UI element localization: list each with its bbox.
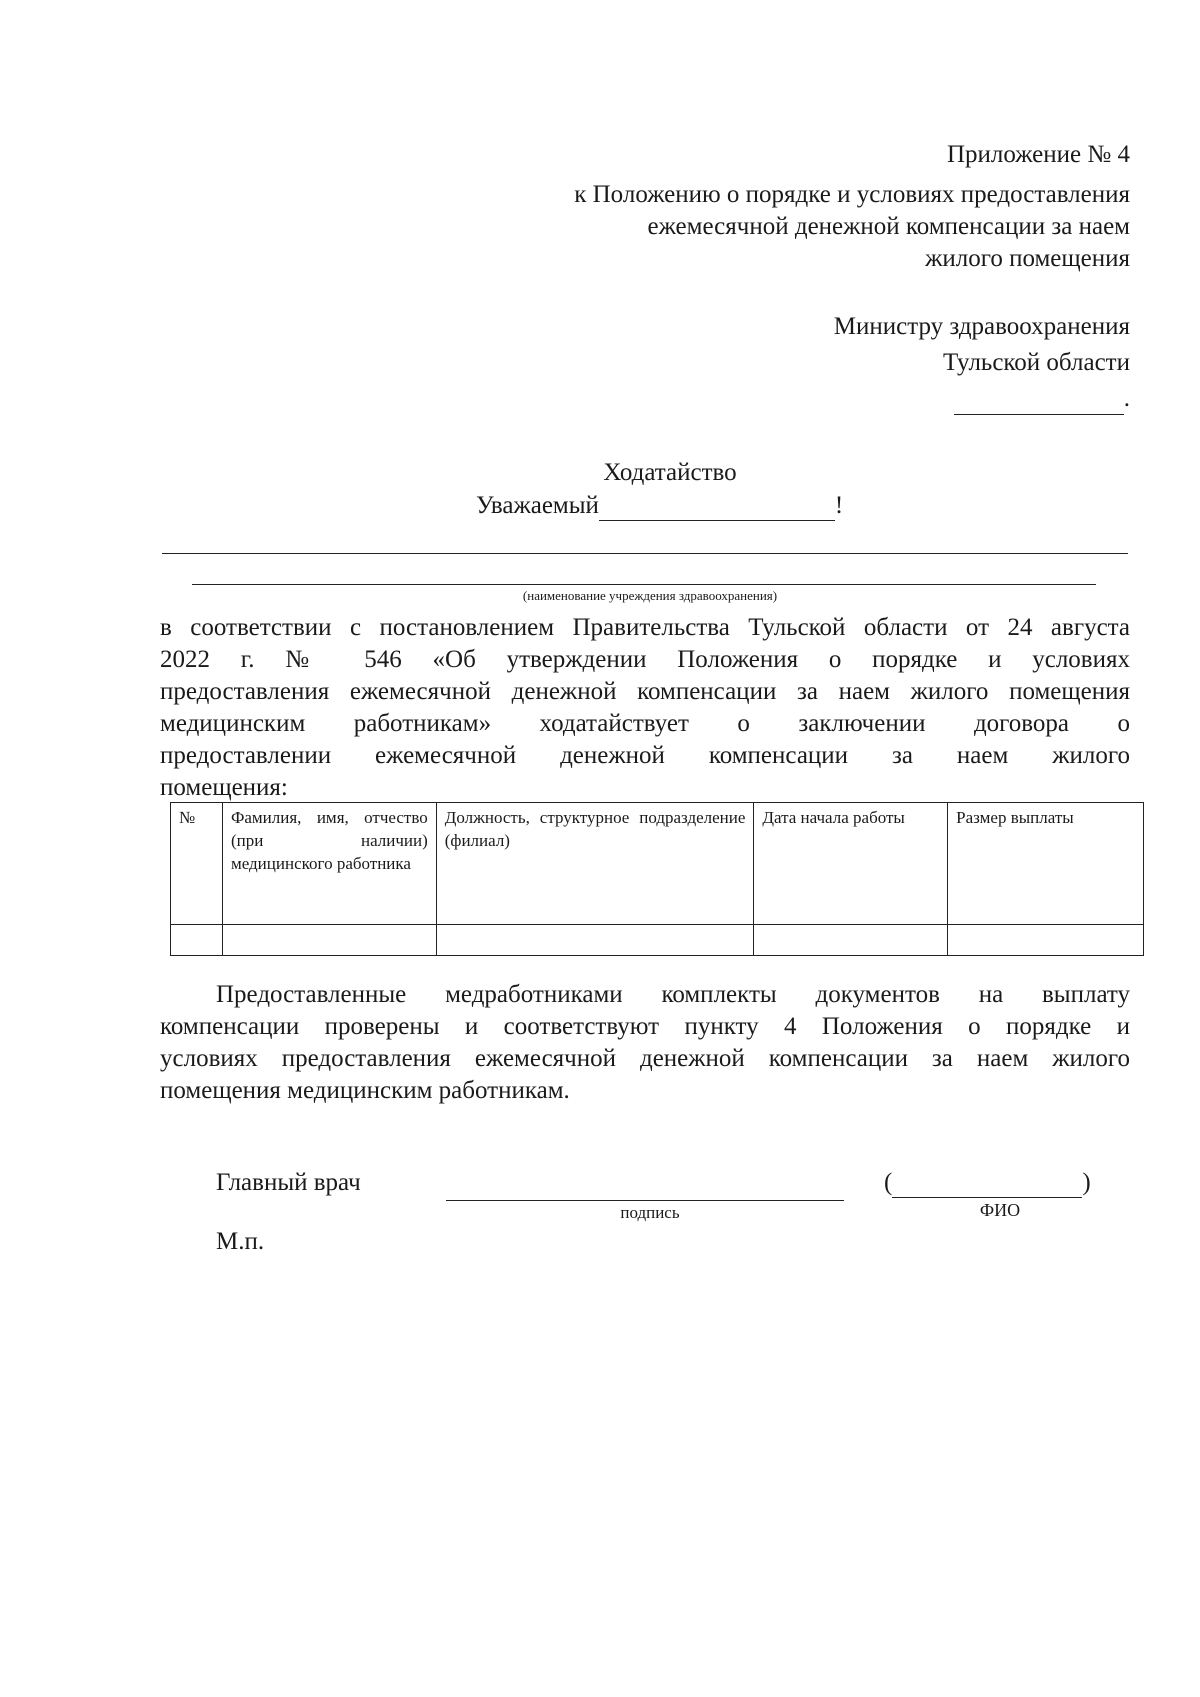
salutation-prefix: Уважаемый xyxy=(476,492,599,519)
signatory-role: Главный врач xyxy=(216,1169,361,1196)
appendix-reference-line-2: ежемесячной денежной компенсации за наем xyxy=(647,213,1130,240)
body-line-5: предоставлении ежемесячной денежной компенсации за наем жилого xyxy=(160,742,1130,769)
body-line-4: медицинским работникам» ходатайствует о заключении договора о xyxy=(160,710,1130,737)
body-line-1: в соответствии с постановлением Правительства Тульской области от 24 августа xyxy=(160,614,1130,641)
name-blank xyxy=(892,1169,1082,1198)
column-number-header: № xyxy=(171,803,223,925)
table-cell-payment xyxy=(948,925,1144,956)
name-field xyxy=(884,1169,1091,1198)
salutation-suffix: ! xyxy=(834,492,844,519)
appendix-number: Приложение № 4 xyxy=(946,141,1130,168)
body-line-3: предоставления ежемесячной денежной компенсации за наем жилого помещения xyxy=(160,678,1130,705)
table-cell-start-date xyxy=(754,925,948,956)
addressee-blank xyxy=(954,384,1130,415)
salutation-name-blank xyxy=(599,492,835,521)
name-paren-open: ( xyxy=(884,1169,893,1196)
column-start-date-header: Дата начала работы xyxy=(754,803,948,925)
addressee-name-blank xyxy=(954,384,1124,415)
body-line-6: помещения: xyxy=(160,774,288,801)
appendix-reference-line-3: жилого помещения xyxy=(925,245,1130,272)
name-paren-close: ) xyxy=(1082,1169,1091,1196)
closing-line-2: компенсации проверены и соответствуют пункту 4 Положения о порядке и xyxy=(160,1013,1130,1040)
column-name-header: Фамилия, имя, отчество (при наличии) медицинского работника xyxy=(222,803,436,925)
signature-line xyxy=(446,1200,844,1201)
closing-line-4: помещения медицинским работникам. xyxy=(160,1077,570,1104)
organization-line-2 xyxy=(192,584,1096,585)
body-line-2: 2022 г. № 546 «Об утверждении Положения о порядке и условиях xyxy=(160,646,1130,673)
closing-line-1: Предоставленные медработниками комплекты документов на выплату xyxy=(216,981,1130,1008)
document-title: Ходатайство xyxy=(603,459,737,486)
organization-caption: (наименование учреждения здравоохранения) xyxy=(522,588,778,603)
table-cell-position xyxy=(436,925,754,956)
column-payment-header: Размер выплаты xyxy=(948,803,1144,925)
name-caption: ФИО xyxy=(979,1200,1021,1220)
compensation-table xyxy=(170,802,1144,956)
signature-caption: подпись xyxy=(620,1203,680,1222)
table-cell-number xyxy=(171,925,223,956)
table-cell-name xyxy=(222,925,436,956)
table-row xyxy=(171,925,1144,956)
addressee-period: . xyxy=(1123,385,1130,412)
table-header-row xyxy=(171,803,1144,925)
appendix-reference-line-1: к Положению о порядке и условиях предоставления xyxy=(574,181,1130,208)
organization-line-1 xyxy=(162,553,1128,554)
addressee-line-1: Министру здравоохранения xyxy=(833,313,1130,340)
column-position-header: Должность, структурное подразделение (филиал) xyxy=(436,803,754,925)
seal-mark: М.п. xyxy=(216,1228,265,1255)
closing-line-3: условиях предоставления ежемесячной денежной компенсации за наем жилого xyxy=(160,1045,1130,1072)
addressee-line-2: Тульской области xyxy=(943,349,1130,376)
salutation xyxy=(476,492,843,521)
